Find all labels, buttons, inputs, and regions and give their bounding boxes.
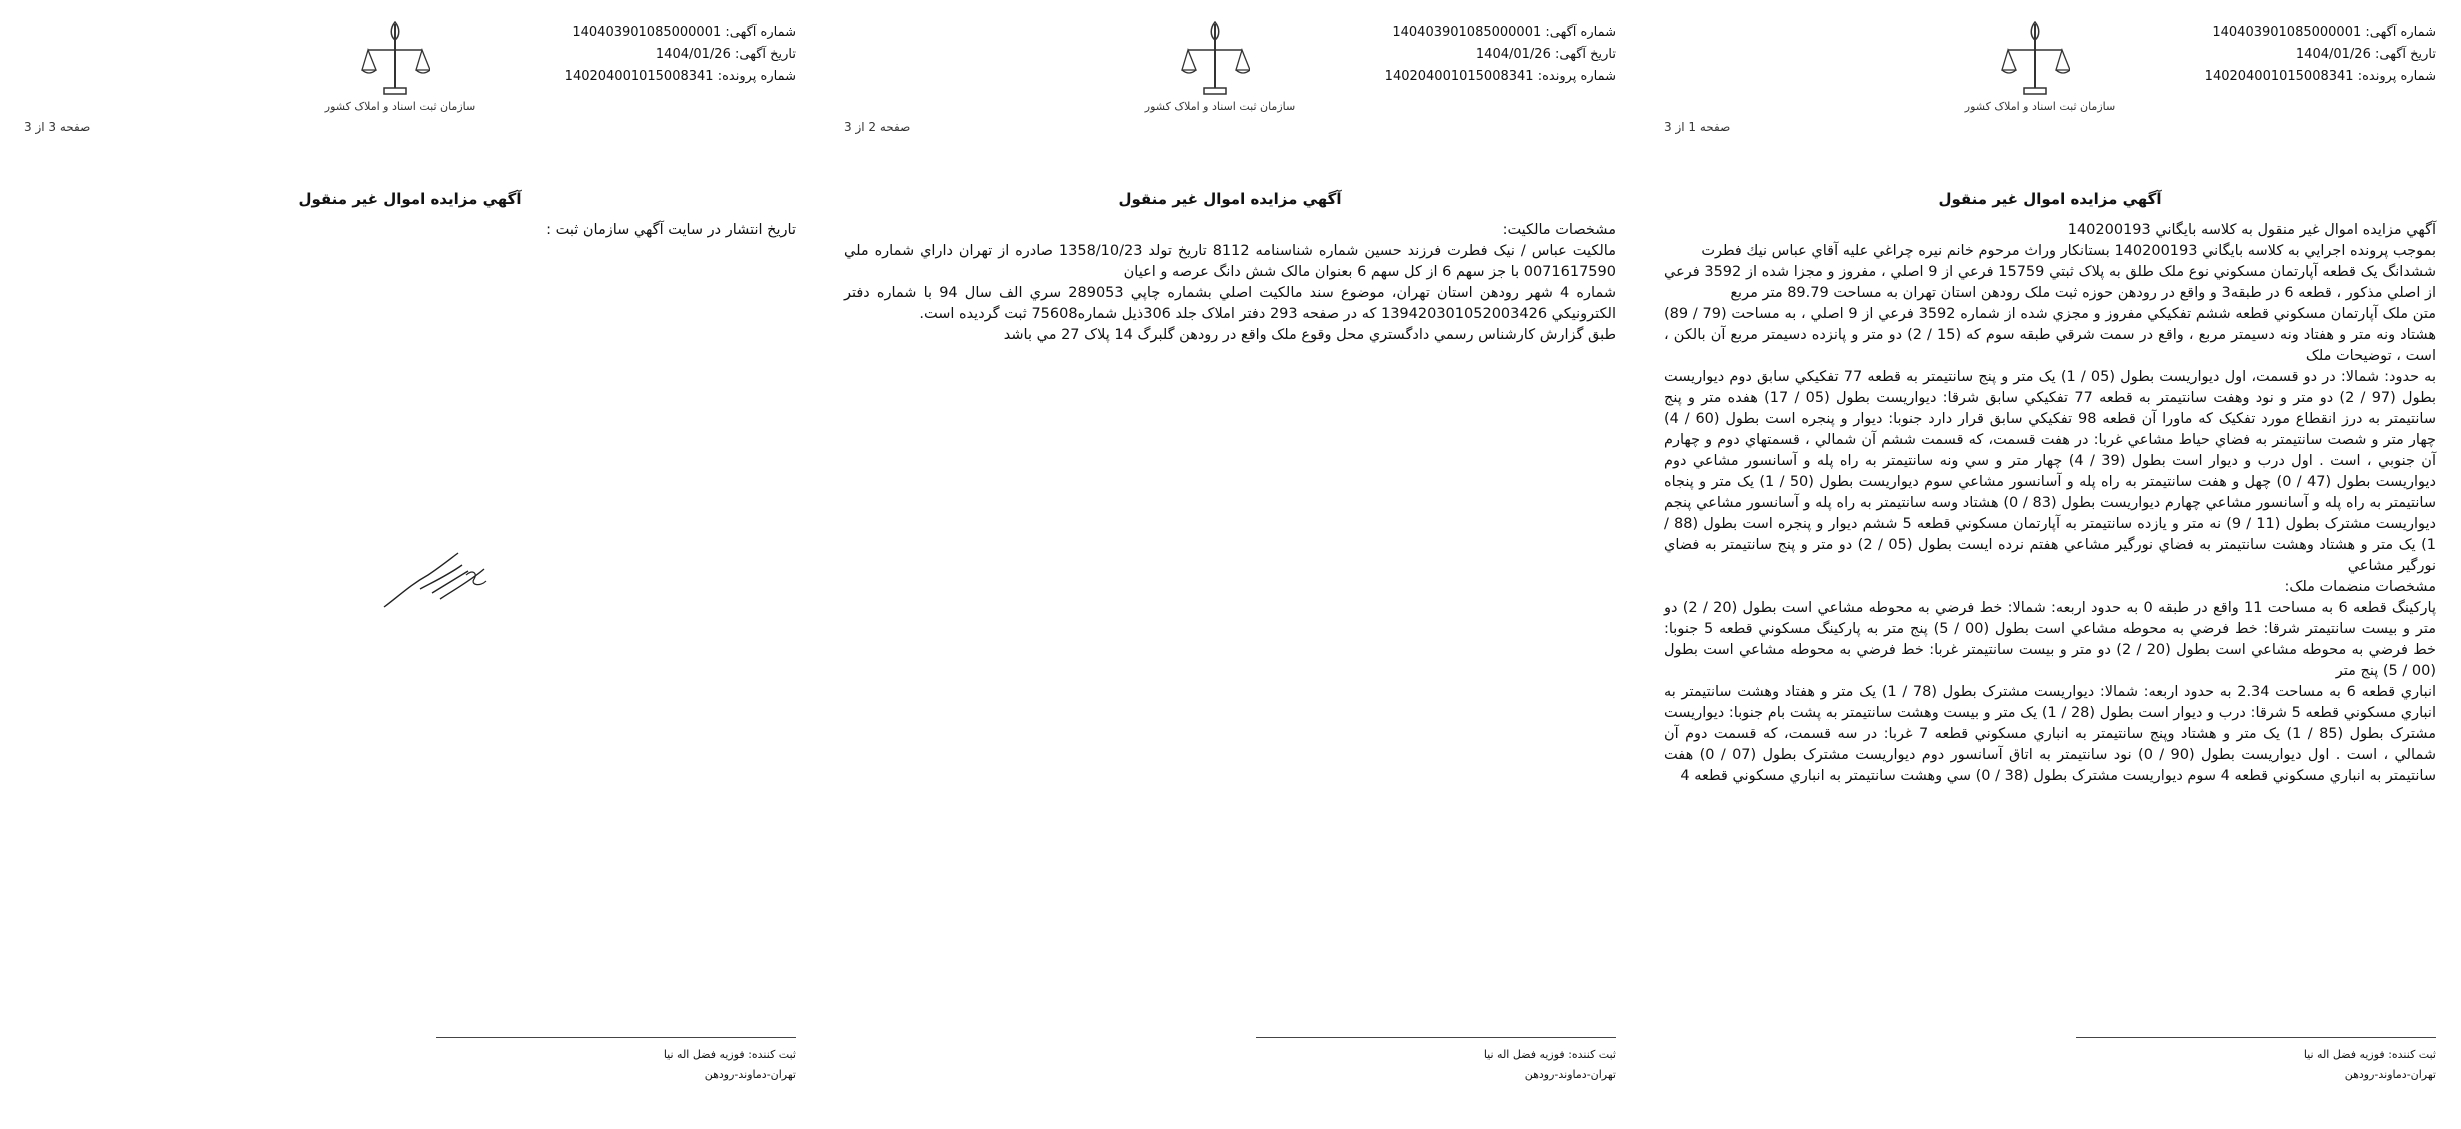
- body-line: انباري قطعه 6 به مساحت 2.34 به حدود اربعه: شمالا: ديواريست مشترک بطول (78 / 1) يک متر و هفتاد وهشت سانتيمتر به انباري مسكوني قطعه 5 شرقا: درب و ديوار است بطول (28 / 1) يک متر و بيست وهشت سانتيمتر به پشت بام جنوبا: ديواريست مشترک بطول (85 / 1) يک متر و هشتاد وپنج سانتيمتر به انباري مسكوني قطعه 7 غربا: در سه قسمت، كه قسمت دوم آن شمالي ، است . اول ديواريست بطول (90 / 0) نود سانتيمتر به اتاق آسانسور دوم ديواريست مشترک بطول (07 / 0) هفت سانتيمتر به انباري مسكوني قطعه 4 سوم ديواريست مشترک بطول (38 / 0) سي وهشت سانتيمتر به انباري مسكوني قطعه 4: [1664, 684, 2437, 784]
- page-1: [1640, 0, 2460, 1129]
- ad-meta: [456, 22, 796, 88]
- file-number: 140204001015008341: [1384, 69, 1534, 84]
- office-name: تهران-دماوند-رودهن: [704, 1068, 796, 1081]
- body-line: مالكيت عباس / نيک فطرت فرزند حسين شماره شناسنامه 8112 تاريخ تولد 1358/10/23 صادره از تهران داراي شماره ملي 0071617590 با جز سهم 6 از كل سهم 6 بعنوان مالک شش دانگ عرصه و اعيان: [844, 243, 1616, 280]
- ad-number-label: شماره آگهی:: [725, 25, 796, 40]
- ad-number: 140403901085000001: [1392, 25, 1542, 40]
- agency-name: سازمان ثبت اسناد و املاک کشور: [324, 100, 476, 113]
- body-line: بموجب پرونده اجرايي به كلاسه بايگاني 140200193 بستانكار وراث مرحوم خانم نيره چراغي عليه آقاي عباس نيك فطرت: [1701, 243, 2436, 259]
- notice-body: [1664, 220, 2436, 787]
- ad-date-label: تاریخ آگهی:: [1554, 47, 1616, 62]
- ad-number: 140403901085000001: [2212, 25, 2362, 40]
- ad-meta: [2096, 22, 2436, 88]
- judiciary-emblem-icon: [1180, 18, 1250, 100]
- registrar-label: ثبت كننده:: [2388, 1048, 2436, 1061]
- office-name: تهران-دماوند-رودهن: [2344, 1068, 2436, 1081]
- registrar-label: ثبت كننده:: [1568, 1048, 1616, 1061]
- ad-date: 1404/01/26: [2295, 47, 2371, 62]
- agency-name: سازمان ثبت اسناد و املاک کشور: [1964, 100, 2116, 113]
- notice-body: [844, 220, 1616, 346]
- ad-number-label: شماره آگهی:: [1545, 25, 1616, 40]
- file-number-label: شماره پرونده:: [2357, 69, 2436, 84]
- registrar-label: ثبت كننده:: [748, 1048, 796, 1061]
- ad-date: 1404/01/26: [1475, 47, 1551, 62]
- page-label: صفحه 1 از 3: [1664, 120, 1731, 134]
- file-number-label: شماره پرونده:: [1537, 69, 1616, 84]
- body-line: تاريخ انتشار در سايت آگهي سازمان ثبت :: [546, 222, 796, 238]
- page-2: [820, 0, 1640, 1129]
- office-name: تهران-دماوند-رودهن: [1524, 1068, 1616, 1081]
- body-line: به حدود: شمالا: در دو قسمت، اول ديواريست بطول (05 / 1) يک متر و پنج سانتيمتر به قطعه 77 تفكيكي سابق دوم ديواريست بطول (97 / 2) دو متر و نود وهفت سانتيمتر به قطعه 77 تفكيكي سابق شرقا: ديواريست بطول (05 / 17) هفده متر و پنج سانتيمتر به درز انقطاع مورد تفكيک كه ماورا آن قطعه 98 تفكيكي سابق قرار دارد جنوبا: ديوار و پنجره است بطول (60 / 4) چهار متر و شصت سانتيمتر به فضاي حياط مشاعي غربا: در هفت قسمت، كه قسمت ششم آن شمالي ، قسمتهاي دوم و چهارم آن جنوبي ، است . اول درب و ديوار است بطول (39 / 4) چهار متر و سي ونه سانتيمتر به راه پله و آسانسور مشاعي دوم ديواريست بطول (47 / 0) چهل و هفت سانتيمتر به راه پله و آسانسور مشاعي سوم ديواريست بطول (50 / 1) يک متر و پنجاه سانتيمتر به راه پله و آسانسور مشاعي چهارم ديواريست بطول (83 / 0) هشتاد وسه سانتيمتر به راه پله و آسانسور مشاعي پنجم ديواريست مشترک بطول (11 / 9) نه متر و يازده سانتيمتر به آپارتمان مسكوني قطعه 5 ششم ديوار و پنجره است بطول (88 / 1) يک متر و هشتاد وهشت سانتيمتر به فضاي نورگير مشاعي هفتم نرده ايست بطول (05 / 2) دو متر و پنج سانتيمتر به فضاي نورگير مشاعي: [1664, 369, 2437, 574]
- judiciary-emblem-icon: [2000, 18, 2070, 100]
- footer: [436, 1045, 796, 1085]
- body-line: مشخصات مالكيت:: [1502, 222, 1616, 238]
- footer: [2076, 1045, 2436, 1085]
- registrar-name: فوزيه فضل اله نيا: [1483, 1048, 1565, 1061]
- file-number: 140204001015008341: [564, 69, 714, 84]
- ad-date-label: تاریخ آگهی:: [2374, 47, 2436, 62]
- file-number-label: شماره پرونده:: [717, 69, 796, 84]
- page-label: صفحه 2 از 3: [844, 120, 911, 134]
- page-label: صفحه 3 از 3: [24, 120, 91, 134]
- body-line: آگهي مزايده اموال غير منقول به كلاسه بايگاني 140200193: [2067, 222, 2436, 238]
- body-line: شماره 4 شهر رودهن استان تهران، موضوع سند مالكيت اصلي بشماره چاپي 289053 سري الف سال 94 با شماره دفتر الكترونيكي 139420301052003426 كه در صفحه 293 دفتر املاک جلد 306ذيل شماره75608 ثبت گرديده است.: [844, 285, 1616, 322]
- body-line: مشخصات منضمات ملک:: [2284, 579, 2436, 595]
- registrar-name: فوزيه فضل اله نيا: [663, 1048, 745, 1061]
- ad-number-label: شماره آگهی:: [2365, 25, 2436, 40]
- ad-number: 140403901085000001: [572, 25, 722, 40]
- ad-date-label: تاریخ آگهی:: [734, 47, 796, 62]
- file-number: 140204001015008341: [2204, 69, 2354, 84]
- notice-title: آگهي مزايده اموال غير منقول: [298, 190, 522, 208]
- body-line: ششدانگ يک قطعه آپارتمان مسكوني نوع ملک طلق به پلاک ثبتي 15759 فرعي از 9 اصلي ، مفروز و مجزا شده از 3592 فرعي از اصلي مذكور ، قطعه 6 در طبقه3 و واقع در رودهن حوزه ثبت ملک رودهن استان تهران به مساحت 89.79 متر مربع: [1664, 264, 2437, 301]
- body-line: متن ملک آپارتمان مسكوني قطعه ششم تفكيكي مفروز و مجزي شده از شماره 3592 فرعي از 9 اصلي ، به مساحت (79 / 89) هشتاد ونه متر و هفتاد ونه دسيمتر مربع ، واقع در سمت شرقي طبقه سوم كه (15 / 2) دو متر و پانزده دسيمتر مربع آن بالكن ، است ، توضيحات ملک: [1664, 306, 2437, 364]
- footer: [1256, 1045, 1616, 1085]
- notice-title: آگهي مزايده اموال غير منقول: [1938, 190, 2162, 208]
- signature-icon: [380, 545, 500, 615]
- agency-name: سازمان ثبت اسناد و املاک کشور: [1144, 100, 1296, 113]
- body-line: پاركينگ قطعه 6 به مساحت 11 واقع در طبقه 0 به حدود اربعه: شمالا: خط فرضي به محوطه مشاعي است بطول (20 / 2) دو متر و بيست سانتيمتر شرقا: خط فرضي به محوطه مشاعي است بطول (00 / 5) پنج متر به پاركينگ مسكوني قطعه 5 جنوبا: خط فرضي به محوطه مشاعي است بطول (20 / 2) دو متر و بيست سانتيمتر غربا: خط فرضي به محوطه مشاعي است بطول (00 / 5) پنج متر: [1664, 600, 2437, 679]
- registrar-name: فوزيه فضل اله نيا: [2303, 1048, 2385, 1061]
- notice-title: آگهي مزايده اموال غير منقول: [1118, 190, 1342, 208]
- ad-date: 1404/01/26: [655, 47, 731, 62]
- judiciary-emblem-icon: [360, 18, 430, 100]
- ad-meta: [1276, 22, 1616, 88]
- page-3: [0, 0, 820, 1129]
- body-line: طبق گزارش كارشناس رسمي دادگستري محل وقوع ملک واقع در رودهن گلبرگ 14 پلاک 27 مي باشد: [1003, 327, 1616, 343]
- notice-body: [24, 220, 796, 241]
